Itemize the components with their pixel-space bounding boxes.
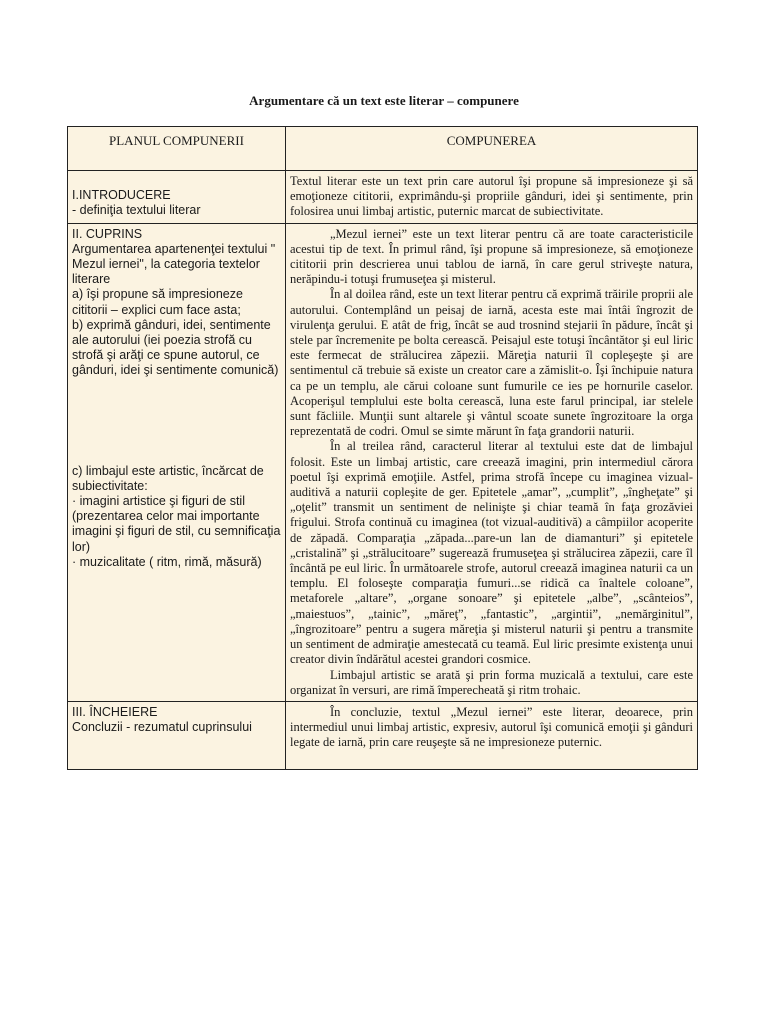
introduction-heading: I.INTRODUCERE	[72, 188, 171, 202]
table-row-body	[68, 223, 698, 701]
body-point-b: b) exprimă gânduri, idei, sentimente ale autorului (iei poezia strofă cu strofă şi arăţi ce spune autorul, ce gânduri, idei şi sentimente comunică)	[72, 317, 279, 378]
body-paragraph-1: „Mezul iernei” este un text literar pentru că are toate caracteristicile acestui tip de text. În primul rând, îşi propune să impresioneze, să emoţioneze cititorii prin descrierea unui tablou de iarnă, în care gerul striveşte natura, nerăpindu-i totuşi frumuseţea şi misterul.	[290, 226, 693, 287]
body-point-a: a) îşi propune să impresioneze cititorii – explici cum face asta;	[72, 287, 243, 317]
body-bullet-musicality: · muzicalitate ( ritm, rimă, măsură)	[72, 554, 262, 569]
conclusion-text-cell	[286, 701, 698, 769]
introduction-plan-cell	[68, 171, 286, 224]
introduction-paragraph: Textul literar este un text prin care autorul îşi propune să impresioneze şi să emoţioneze cititorii, exprimându-şi propriile gânduri, idei şi sentimente, prin folosirea unui limbaj artistic, puternic marcat de subiectivitate.	[290, 174, 693, 219]
body-paragraph-3: În al treilea rând, caracterul literar al textului este dat de limbajul folosit. Este un limbaj artistic, care creează imagini, prin intermediul cărora poetul îşi exprimă emoţiile. Astfel, prima strofă începe cu imaginea vizual-auditivă a naturii copleşite de ger. Epitetele „amar”, „cumplit”, „îngheţate” şi „oţelit” transmit un sentiment de nelinişte şi chiar teamă în faţa grozăviei frigului. Strofa continuă cu imaginea (tot vizual-auditivă) a câmpiilor acoperite de zăpadă. Comparaţia „zăpada...pare-un lan de diamanturi” şi epitetele „cristalină” şi „strălucitoare” sugerează frumuseţea şi strălucirea zăpezii, care îl încântă pe eul liric. În următoarele strofe, autorul creează imaginea naturii ca un templu. El foloseşte comparaţia fumuri...se ridică ca înaltele coloane”, metaforele „altare”, „organe sonoare” şi epitetele „albe”, „scânteios”, „maiestuos”, „tainic”, „măreţ”, „fantastic”, „argintii”, „nemărginitul”, „îngrozitoare” pentru a sugera măreţia şi misterul naturii şi pentru a transmite un sentiment de admiraţie amestecată cu teamă. Eul liric presimte existenţa unui creator divin îndărătul acestei grandori cosmice.	[290, 439, 693, 667]
body-note-argument: Argumentarea apartenenţei textului " Mezul iernei", la categoria textelor literare	[72, 241, 276, 287]
table-row-conclusion	[68, 701, 698, 769]
conclusion-note: Concluzii - rezumatul cuprinsului	[72, 720, 252, 735]
conclusion-plan-cell	[68, 701, 286, 769]
body-heading: II. CUPRINS	[72, 226, 143, 241]
table-header-row	[68, 127, 698, 171]
body-paragraph-4: Limbajul artistic se arată şi prin forma muzicală a textului, care este organizat în versuri, are rimă împerecheată şi ritm trohaic.	[290, 667, 693, 697]
body-text-cell	[286, 223, 698, 701]
introduction-note: - definiţia textului literar	[72, 203, 201, 218]
conclusion-paragraph: În concluzie, textul „Mezul iernei” este literar, deoarece, prin intermediul unui limbaj artistic, expresiv, autorul îşi comunică emoţii şi gânduri legate de iarnă, prin care reuşeşte să ne impresioneze puternic.	[290, 704, 693, 750]
body-point-c: c) limbajul este artistic, încărcat de subiectivitate:	[72, 463, 264, 493]
header-composition: COMPUNEREA	[286, 127, 698, 171]
introduction-text-cell	[286, 171, 698, 224]
body-plan-cell	[68, 223, 286, 701]
composition-plan-table	[67, 126, 698, 770]
body-paragraph-2: În al doilea rând, este un text literar pentru că exprimă trăirile proprii ale autorului. Contemplând un peisaj de iarnă, acesta este mai întâi îngrozit de virulenţa gerului. E atât de frig, încât se aud trosnind stejarii în pădure, încât şi stele par încremenite pe bolta cerească. Peisajul este totuşi încântător şi eul liric este fermecat de strălucirea zăpezii. Măreţia naturii îl copleşeşte şi are sentimentul că trebuie să existe un creator care a zămislit-o. Îşi închipuie natura ca pe un templu, ale cărui coloane sunt fumurile ce ies pe hornurile caselor. Acoperişul templului este bolta cerească, luna este farul principal, iar stelele sunt făcliile. Munţii sunt altarele şi vântul scoate sunete îngrozitoare la orga reprezentată de codri. Omul se simte mărunt în faţa grandorii naturii.	[290, 287, 693, 439]
body-bullet-images: · imagini artistice şi figuri de stil (prezentarea celor mai importante imagini şi figuri de stil, cu semnificaţia lor)	[72, 494, 281, 554]
conclusion-heading: III. ÎNCHEIERE	[72, 704, 158, 719]
table-row-introduction	[68, 171, 698, 224]
header-plan: PLANUL COMPUNERII	[68, 127, 286, 171]
document-title: Argumentare că un text este literar – compunere	[249, 93, 519, 108]
